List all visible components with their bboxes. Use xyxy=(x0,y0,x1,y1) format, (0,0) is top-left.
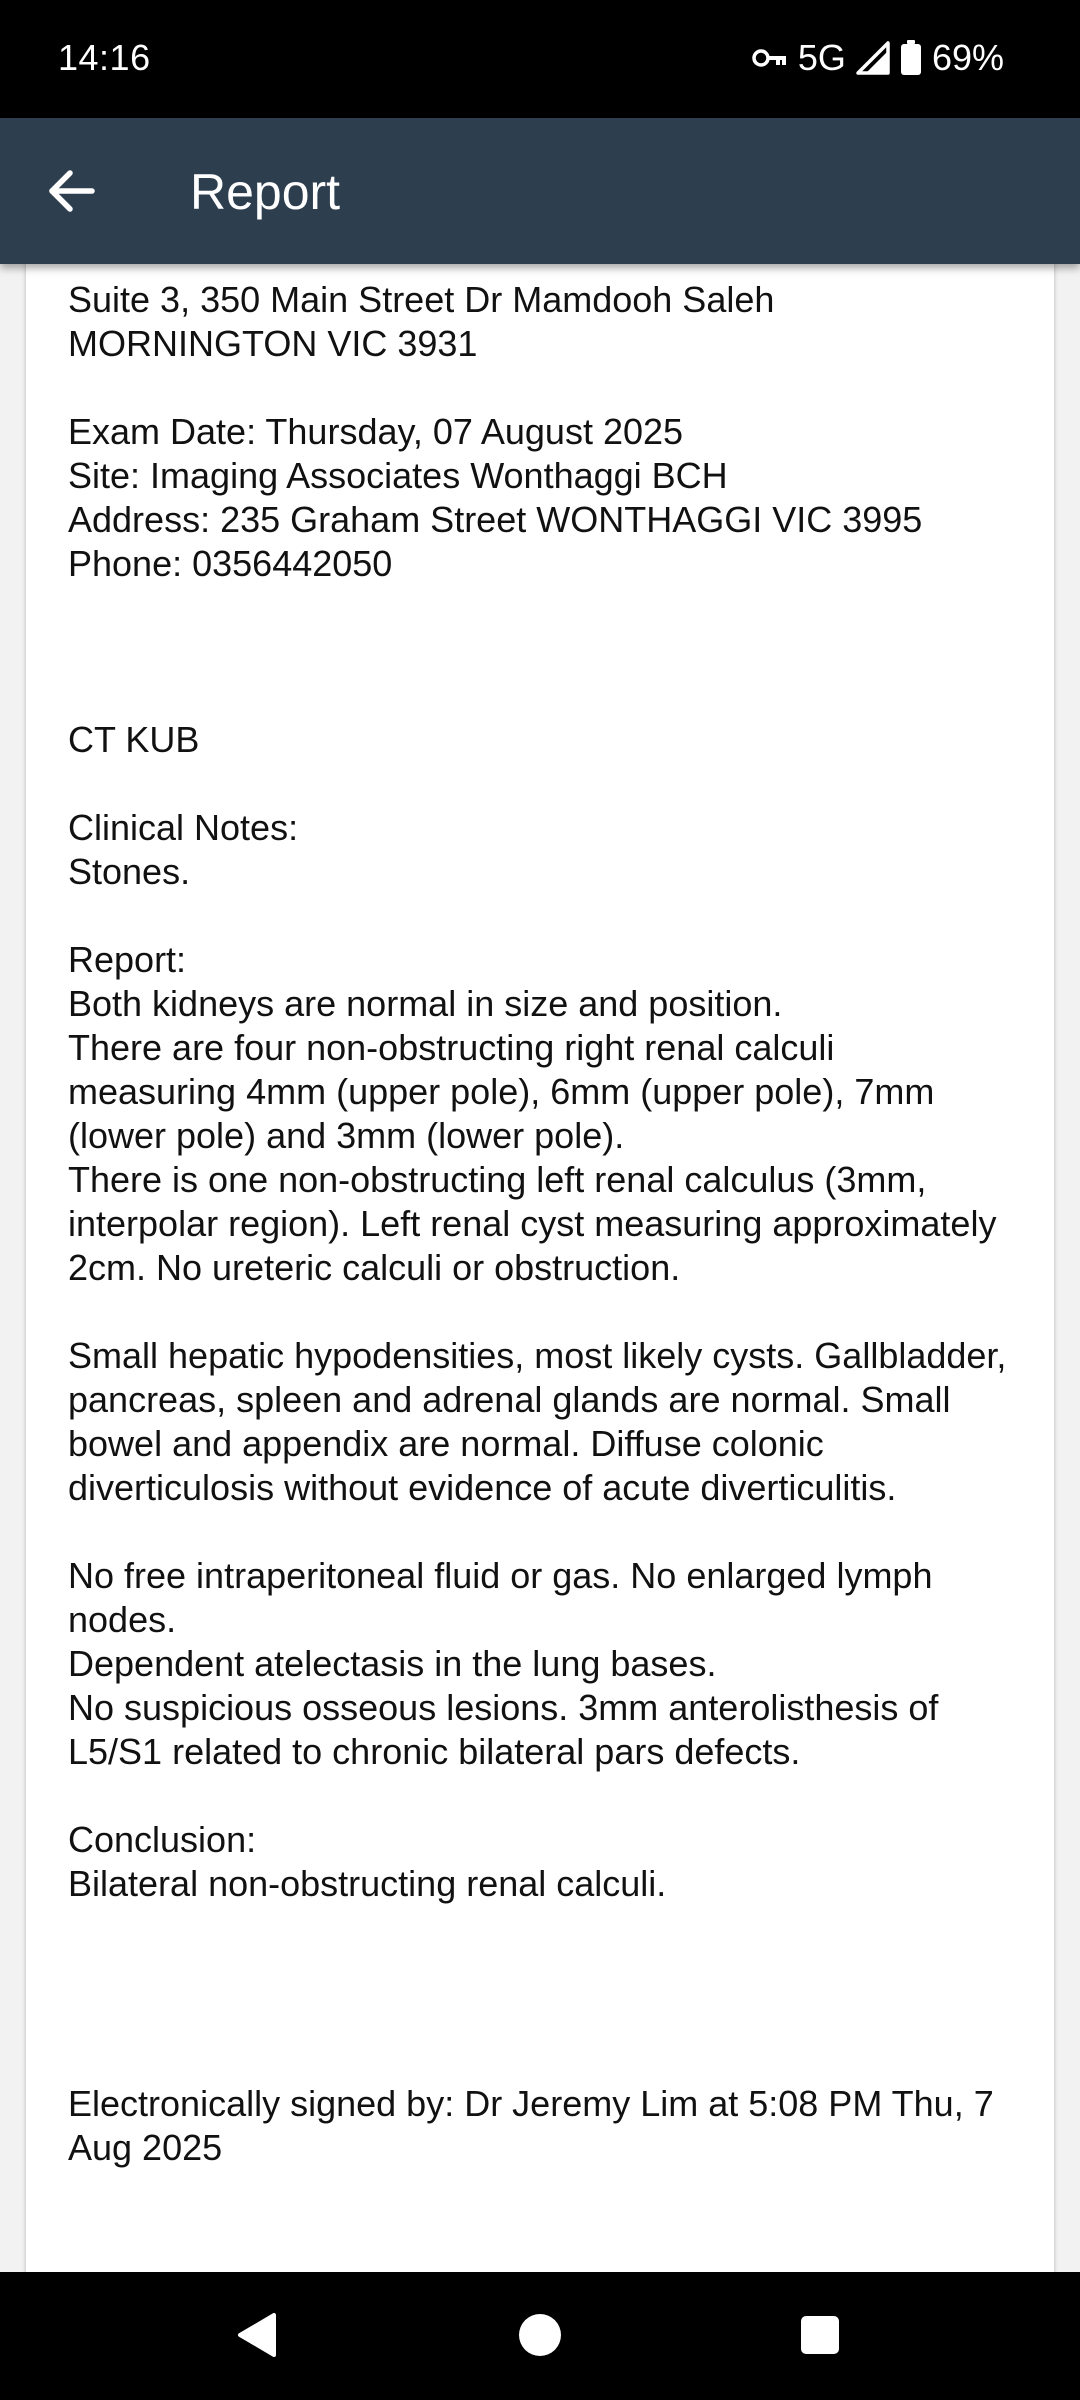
nav-back-button[interactable] xyxy=(222,2302,292,2372)
report-card xyxy=(26,264,1054,2272)
status-icons xyxy=(752,34,1004,82)
finding-line: (lower pole) and 3mm (lower pole). xyxy=(68,1115,625,1156)
report-line xyxy=(68,264,1048,278)
system-nav-bar xyxy=(0,2272,1080,2400)
clinical-notes-heading: Clinical Notes: xyxy=(68,807,299,848)
finding-line: L5/S1 related to chronic bilateral pars defects. xyxy=(68,1731,801,1772)
status-bar xyxy=(0,0,1080,118)
clinical-notes: Stones. xyxy=(68,851,191,892)
signature-line: Electronically signed by: Dr Jeremy Lim at 5:08 PM Thu, 7 xyxy=(68,2083,994,2124)
report-text xyxy=(68,264,1048,2170)
finding-line: Small hepatic hypodensities, most likely cysts. Gallbladder, xyxy=(68,1335,1007,1376)
conclusion: Bilateral non-obstructing renal calculi. xyxy=(68,1863,667,1904)
signature-line: Aug 2025 xyxy=(68,2127,223,2168)
finding-line: There are four non-obstructing right renal calculi xyxy=(68,1027,835,1068)
nav-home-button[interactable] xyxy=(505,2302,575,2372)
app-bar xyxy=(0,118,1080,264)
finding-line: diverticulosis without evidence of acute diverticulitis. xyxy=(68,1467,897,1508)
back-button[interactable] xyxy=(30,151,114,235)
finding-line: No free intraperitoneal fluid or gas. No enlarged lymph xyxy=(68,1555,933,1596)
battery-icon xyxy=(900,40,922,76)
address-line: MORNINGTON VIC 3931 xyxy=(68,323,478,364)
signal-icon xyxy=(856,41,890,75)
finding-line: There is one non-obstructing left renal calculus (3mm, xyxy=(68,1159,927,1200)
nav-recents-button[interactable] xyxy=(785,2302,855,2372)
page-title: Report xyxy=(190,164,341,220)
circle-home-icon xyxy=(516,2311,564,2364)
arrow-left-icon xyxy=(46,165,98,222)
square-recents-icon xyxy=(799,2314,841,2361)
exam-site: Site: Imaging Associates Wonthaggi BCH xyxy=(68,455,728,496)
conclusion-heading: Conclusion: xyxy=(68,1819,257,1860)
exam-date: Exam Date: Thursday, 07 August 2025 xyxy=(68,411,684,452)
finding-line: pancreas, spleen and adrenal glands are normal. Small xyxy=(68,1379,951,1420)
finding-line: bowel and appendix are normal. Diffuse colonic xyxy=(68,1423,824,1464)
finding-line: 2cm. No ureteric calculi or obstruction. xyxy=(68,1247,681,1288)
exam-address: Address: 235 Graham Street WONTHAGGI VIC 3995 xyxy=(68,499,923,540)
report-heading: Report: xyxy=(68,939,187,980)
finding-line: Dependent atelectasis in the lung bases. xyxy=(68,1643,717,1684)
finding-line: No suspicious osseous lesions. 3mm anterolisthesis of xyxy=(68,1687,939,1728)
finding-line: nodes. xyxy=(68,1599,177,1640)
battery-percent: 69% xyxy=(931,37,1004,78)
triangle-back-icon xyxy=(234,2311,280,2364)
exam-phone: Phone: 0356442050 xyxy=(68,543,393,584)
finding-line: interpolar region). Left renal cyst measuring approximately xyxy=(68,1203,997,1244)
exam-type: CT KUB xyxy=(68,719,200,760)
key-icon xyxy=(752,46,788,70)
status-time: 14:16 xyxy=(58,37,151,78)
report-scroll-area[interactable] xyxy=(0,264,1080,2272)
finding-line: measuring 4mm (upper pole), 6mm (upper pole), 7mm xyxy=(68,1071,935,1112)
finding-line: Both kidneys are normal in size and position. xyxy=(68,983,783,1024)
address-line: Suite 3, 350 Main Street Dr Mamdooh Saleh xyxy=(68,279,775,320)
network-label: 5G xyxy=(797,37,846,78)
